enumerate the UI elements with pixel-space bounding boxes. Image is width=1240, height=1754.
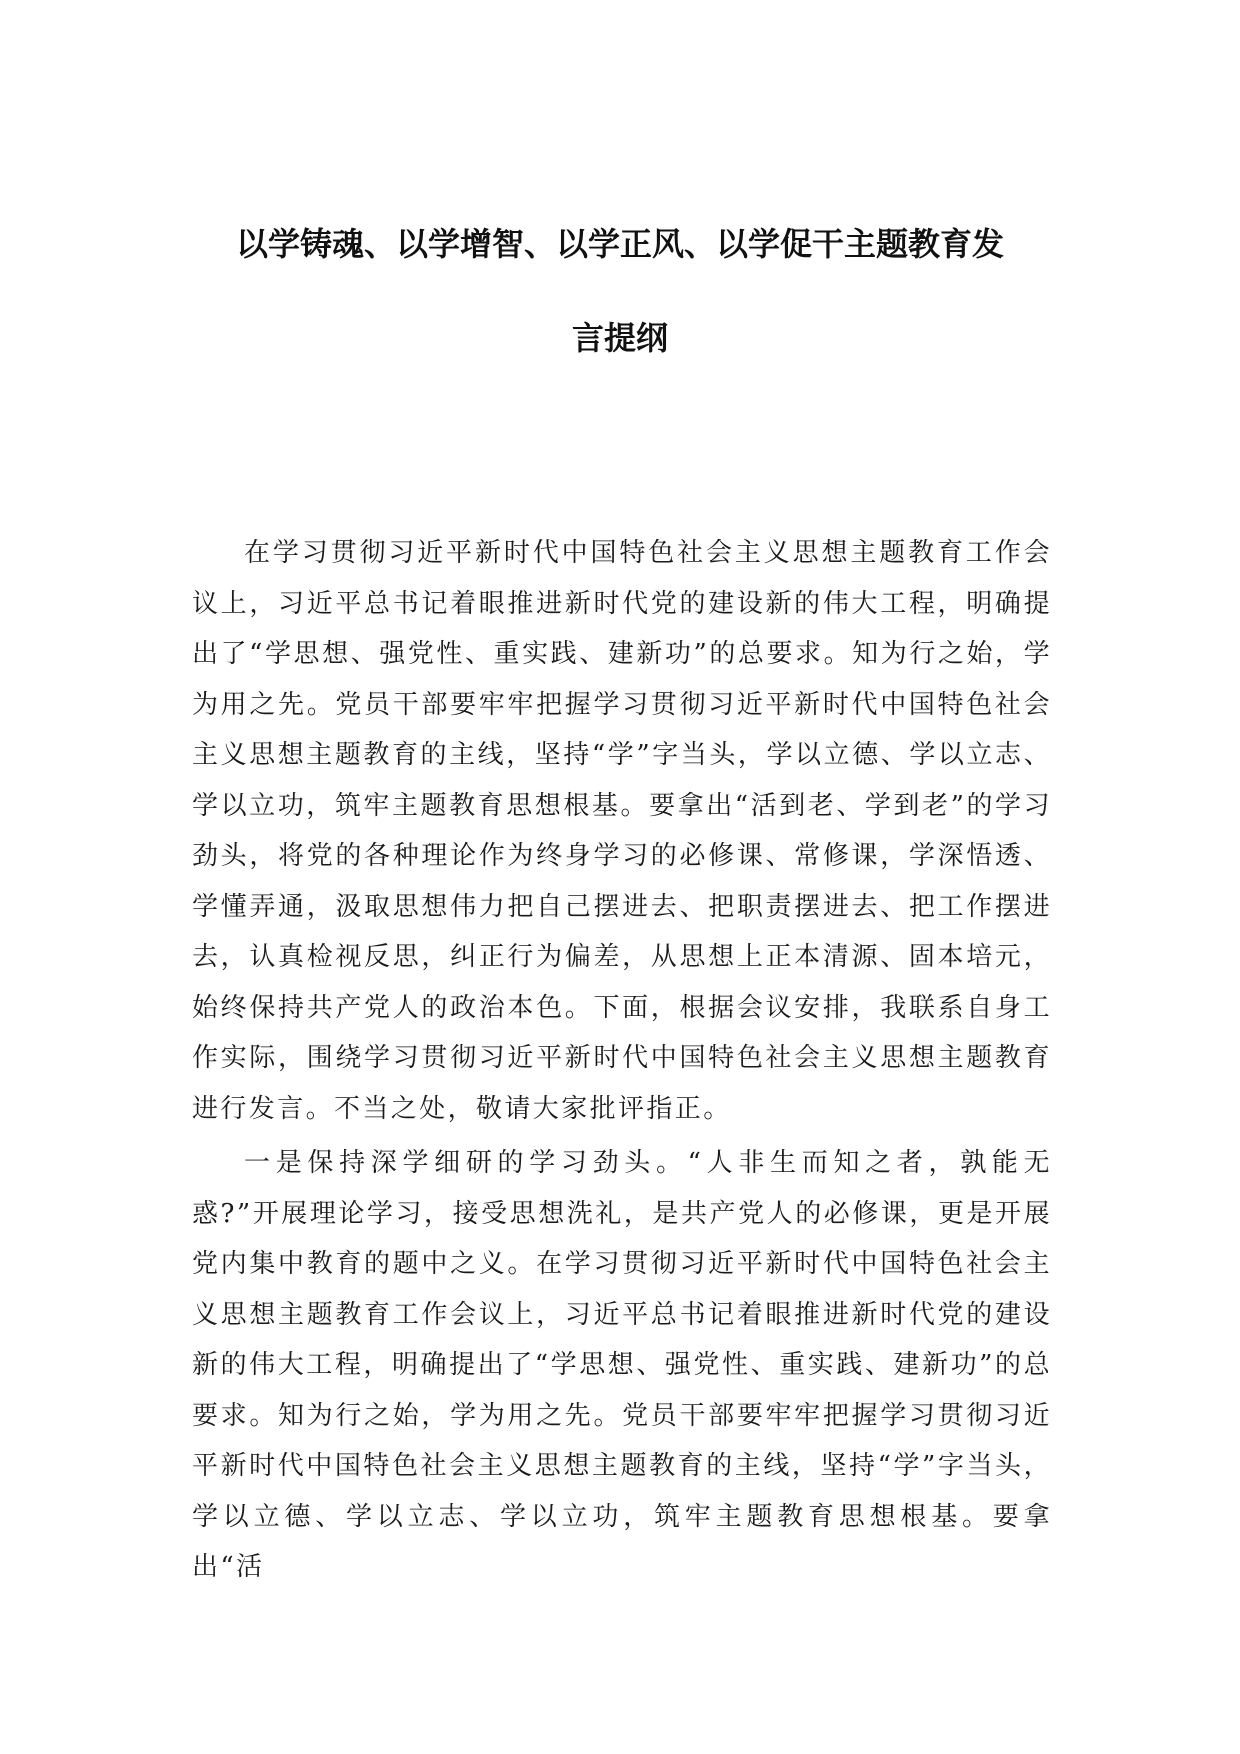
paragraph-point-one: 一是保持深学细研的学习劲头。“人非生而知之者，孰能无惑?”开展理论学习，接受思想洗礼，是共产党人的必修课，更是开展党内集中教育的题中之义。在学习贯彻习近平新时代中国特色社会主义思想主题教育工作会议上，习近平总书记着眼推进新时代党的建设新的伟大工程，明确提出了“学思想、强党性、重实践、建新功”的总要求。知为行之始，学为用之先。党员干部要牢牢把握学习贯彻习近平新时代中国特色社会主义思想主题教育的主线，坚持“学”字当头，学以立德、学以立志、学以立功，筑牢主题教育思想根基。要拿出“活 bbox=[192, 1148, 1052, 1582]
document-body bbox=[192, 528, 1052, 1593]
paragraph-intro: 在学习贯彻习近平新时代中国特色社会主义思想主题教育工作会议上，习近平总书记着眼推进新时代党的建设新的伟大工程，明确提出了“学思想、强党性、重实践、建新功”的总要求。知为行之始，学为用之先。党员干部要牢牢把握学习贯彻习近平新时代中国特色社会主义思想主题教育的主线，坚持“学”字当头，学以立德、学以立志、学以立功，筑牢主题教育思想根基。要拿出“活到老、学到老”的学习劲头，将党的各种理论作为终身学习的必修课、常修课，学深悟透、学懂弄通，汲取思想伟力把自己摆进去、把职责摆进去、把工作摆进去，认真检视反思，纠正行为偏差，从思想上正本清源、固本培元，始终保持共产党人的政治本色。下面，根据会议安排，我联系自身工作实际，围绕学习贯彻习近平新时代中国特色社会主义思想主题教育进行发言。不当之处，敬请大家批评指正。 bbox=[192, 538, 1052, 1124]
title-line-2: 言提纲 bbox=[571, 319, 668, 357]
document-title bbox=[190, 222, 1050, 360]
title-line-1: 以学铸魂、以学增智、以学正风、以学促干主题教育发 bbox=[235, 225, 1004, 263]
